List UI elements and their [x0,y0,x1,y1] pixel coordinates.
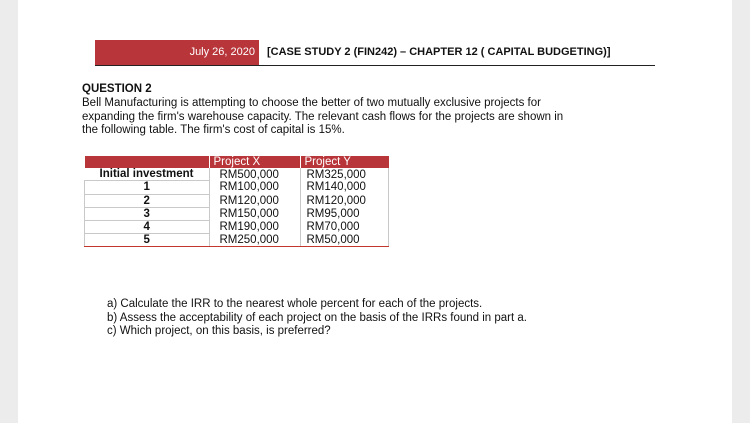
page-header [95,40,655,66]
cell-project-x: RM120,000 [209,194,300,207]
sub-question-list [107,298,527,339]
row-label: 2 [85,194,210,207]
row-label: 5 [85,234,210,247]
cell-project-x: RM150,000 [209,207,300,220]
table-header-row [85,156,389,168]
header-date: July 26, 2020 [189,46,255,58]
row-label: Initial investment [99,168,194,181]
sub-question: b) Assess the acceptability of each project on the basis of the IRRs found in part a. [107,311,527,324]
table-row [85,234,389,247]
question-line: expanding the firm's warehouse capacity. The relevant cash flows for the projects are shown in [82,110,564,123]
cell-project-y: RM140,000 [300,181,389,194]
cash-flow-table [84,156,389,247]
sub-question: c) Which project, on this basis, is preferred? [107,325,331,337]
question-line: Bell Manufacturing is attempting to choose the better of two mutually exclusive projects for [82,97,541,109]
table-header-project-y: Project Y [300,156,389,168]
table-row [85,220,389,233]
sub-question: a) Calculate the IRR to the nearest whole percent for each of the projects. [107,298,483,310]
cell-project-y: RM95,000 [300,207,389,220]
cell-project-x: RM100,000 [209,181,300,194]
question-body [82,97,642,138]
table-row [85,181,389,194]
cell-project-x: RM250,000 [209,234,300,247]
row-label: 1 [85,181,210,194]
cell-project-y: RM120,000 [300,194,389,207]
table-header-blank [85,156,210,168]
table-row [85,168,389,181]
cell-project-y: RM50,000 [300,234,389,247]
header-title: [CASE STUDY 2 (FIN242) – CHAPTER 12 ( CAPITAL BUDGETING)] [267,46,611,58]
date-banner [95,40,259,65]
row-label: 3 [85,207,210,220]
question-title: QUESTION 2 [82,83,152,95]
question-line: the following table. The firm's cost of capital is 15%. [82,124,345,137]
table-row [85,207,389,220]
cell-project-x: RM190,000 [209,220,300,233]
cell-project-y: RM325,000 [300,168,389,181]
table-row [85,194,389,207]
row-label: 4 [85,220,210,233]
cell-project-x: RM500,000 [209,168,300,181]
cell-project-y: RM70,000 [300,220,389,233]
table-header-project-x: Project X [209,156,300,168]
